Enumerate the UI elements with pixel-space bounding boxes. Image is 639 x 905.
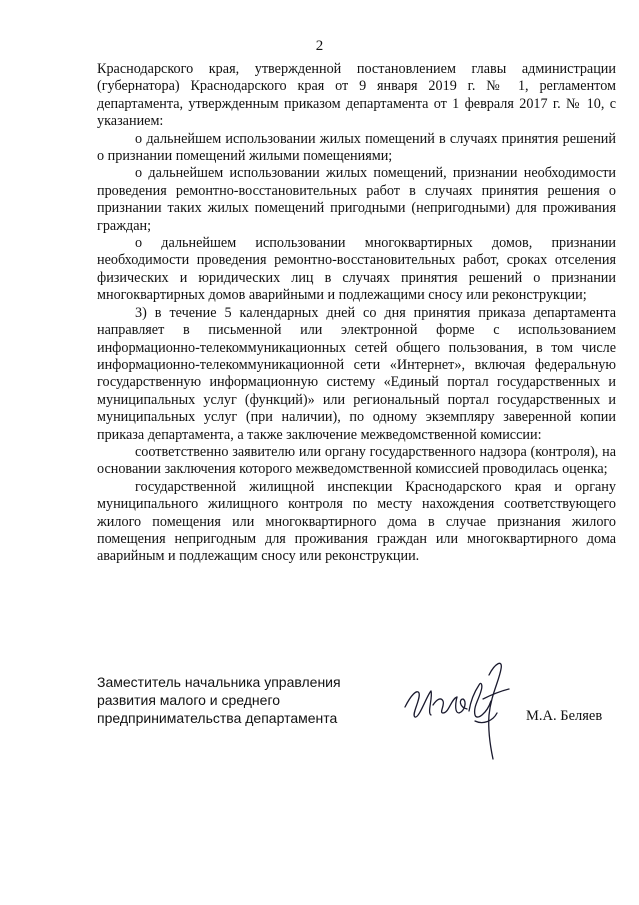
page-number: 2: [315, 38, 324, 54]
signer-name: М.А. Беляев: [526, 708, 603, 724]
paragraph-continuation: Краснодарского края, утвержденной постановлением главы администрации (губернатора) Краснодарского края от 9 января 2019 г. № 1, регламентом департамента, утвержденным приказом департамента от 1 февраля 2017 г. № 10, с указанием:: [97, 61, 616, 130]
paragraph-repair-works: о дальнейшем использовании жилых помещений, признании необходимости проведения ремонтно-восстановительных работ в случаях принятия решения о признании таких жилых помещений пригодными (непригодными) для проживания граждан;: [97, 165, 616, 234]
paragraph-residential-premises: о дальнейшем использовании жилых помещений в случаях принятия решений о признании помещений жилыми помещениями;: [97, 130, 616, 165]
handwritten-signature: [397, 655, 527, 765]
signer-title: Заместитель начальника управления развития малого и среднего предпринимательства департамента: [97, 674, 341, 726]
paragraph-applicant: соответственно заявителю или органу государственного надзора (контроля), на основании заключения которого межведомственной комиссией проводилась оценка;: [97, 443, 616, 478]
document-body: [97, 61, 616, 566]
signature-block: [97, 673, 627, 793]
paragraph-apartment-buildings: о дальнейшем использовании многоквартирных домов, признании необходимости проведения ремонтно-восстановительных работ, сроках отселения физических и юридических лиц в случаях принятия решений о признании многоквартирных домов аварийными и подлежащими сносу или реконструкции;: [97, 235, 616, 304]
paragraph-item-3: 3) в течение 5 календарных дней со дня принятия приказа департамента направляет в письменной или электронной форме с использованием информационно-телекоммуникационных сетей общего пользования, в том числе информационно-телекоммуникационной сети «Интернет», включая федеральную государственную информационную систему «Единый портал государственных и муниципальных услуг (функций)» или региональный портал государственных и муниципальных услуг (при наличии), по одному экземпляру заверенной копии приказа департамента, а также заключение межведомственной комиссии:: [97, 304, 616, 443]
paragraph-housing-inspection: государственной жилищной инспекции Краснодарского края и органу муниципального жилищного контроля по месту нахождения соответствующего жилого помещения или многоквартирного дома в случае признания жилого помещения непригодным для проживания граждан или многоквартирного дома аварийным и подлежащим сносу или реконструкции.: [97, 478, 616, 565]
